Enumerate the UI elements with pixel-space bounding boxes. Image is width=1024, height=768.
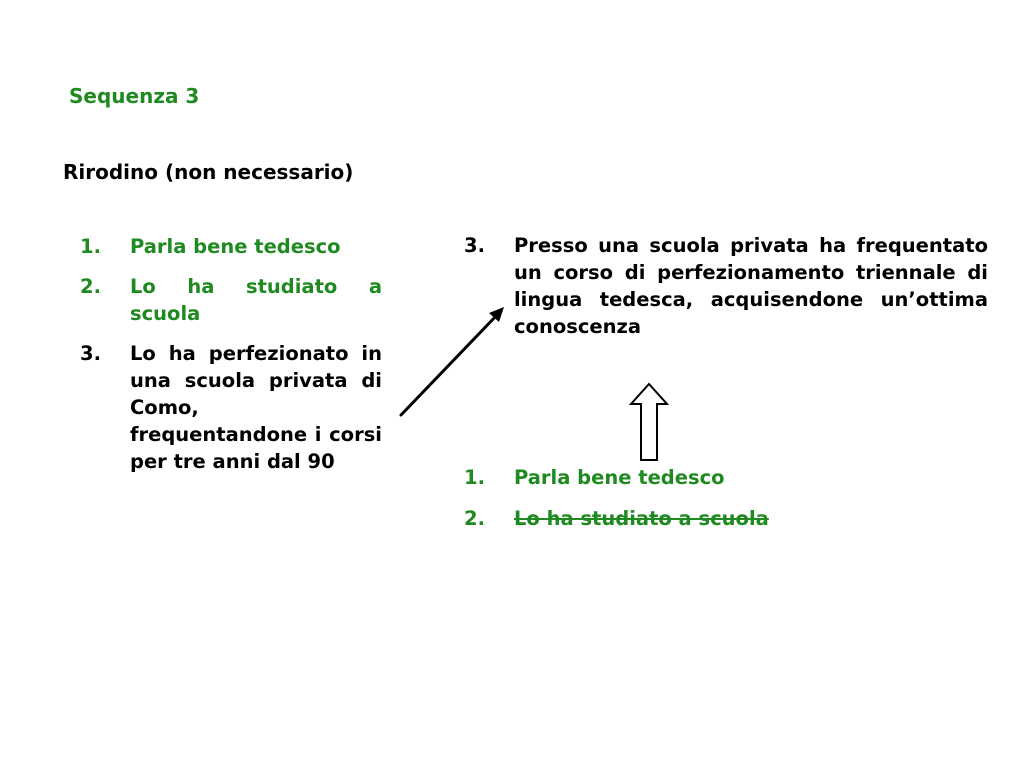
item-text-struck: Lo ha studiato a scuola: [514, 507, 769, 530]
item-number: 2.: [80, 275, 101, 298]
arrow-up-right-icon: [401, 307, 504, 415]
item-text: Presso una scuola privata ha frequentato un corso di perfezionamento triennale di lingua tedesca, acquisendone un’ottima conoscenza: [514, 234, 988, 338]
hollow-arrow-up-icon: [631, 384, 667, 460]
item-number: 3.: [464, 234, 485, 257]
item-number: 1.: [80, 235, 101, 258]
item-text: Parla bene tedesco: [514, 466, 725, 489]
item-text: Parla bene tedesco: [130, 235, 341, 258]
item-text: Lo ha perfezionato in una scuola privata di Como, frequentandone i corsi per tre anni dal 90: [130, 342, 382, 473]
item-text: Lo ha studiato a scuola: [130, 275, 382, 325]
slide-title: Sequenza 3: [69, 84, 200, 108]
slide-subtitle: Rirodino (non necessario): [63, 160, 354, 184]
item-number: 2.: [464, 507, 485, 530]
item-number: 1.: [464, 466, 485, 489]
item-number: 3.: [80, 342, 101, 365]
